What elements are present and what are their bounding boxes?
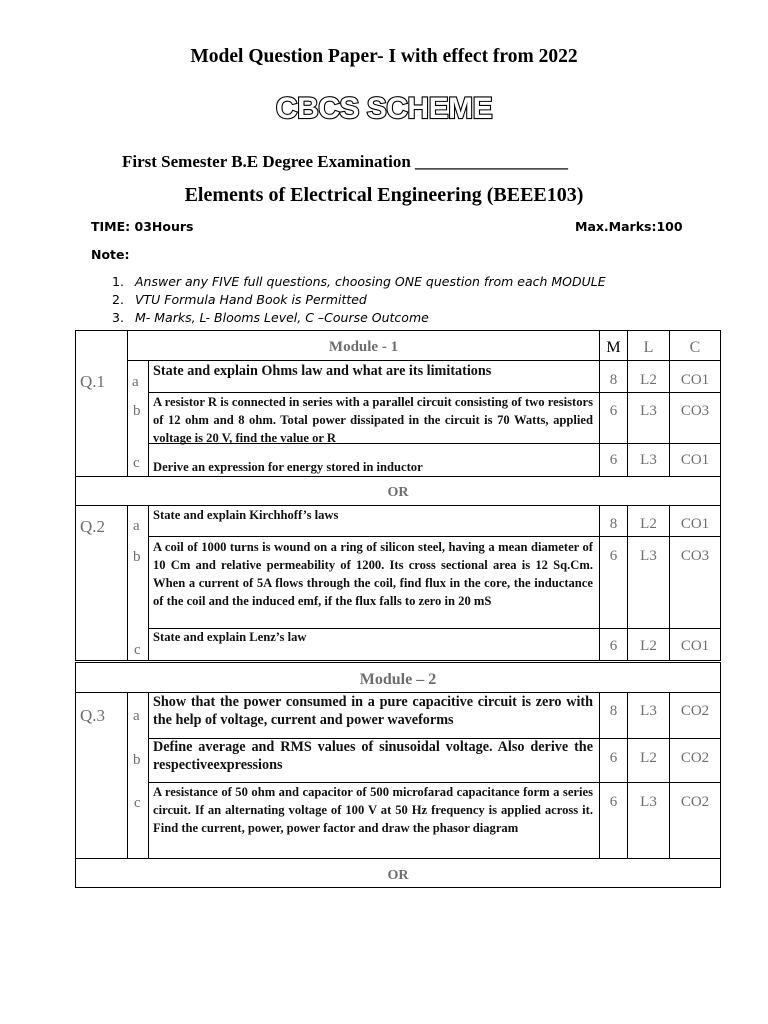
course-outcome: CO3 xyxy=(680,403,710,419)
exam-time: TIME: 03Hours xyxy=(91,219,194,234)
or-divider: OR xyxy=(387,868,409,883)
subquestion-label: a xyxy=(133,518,140,534)
blooms-level: L3 xyxy=(640,548,657,564)
subquestion-label: c xyxy=(134,795,141,811)
marks: 6 xyxy=(609,794,618,810)
marks: 8 xyxy=(609,372,618,388)
subquestion-label: c xyxy=(133,455,140,471)
marks: 8 xyxy=(609,703,618,719)
blooms-level: L2 xyxy=(640,516,657,532)
marks: 6 xyxy=(609,750,618,766)
subquestion-label: a xyxy=(133,708,140,724)
course-outcome: CO2 xyxy=(680,703,710,719)
marks: 6 xyxy=(609,452,618,468)
course-outcome: CO2 xyxy=(680,794,710,810)
subject-title: Elements of Electrical Engineering (BEEE103) xyxy=(184,184,584,206)
question-text: Derive an expression for energy stored in inductor xyxy=(153,460,423,474)
blooms-level: L3 xyxy=(640,794,657,810)
blooms-level: L2 xyxy=(640,372,657,388)
course-outcome: CO3 xyxy=(680,548,710,564)
question-text: A coil of 1000 turns is wound on a ring of silicon steel, having a mean diameter of 10 Cm and relative permeability of 1200. Its cross sectional area is 12 Sq.Cm. When a current of 5A flows through the coil, find flux in the core, the inductance of the coil and the induced emf, if the flux falls to zero in 20 mS xyxy=(153,540,593,608)
cbcs-scheme-logo xyxy=(0,86,768,130)
marks: 6 xyxy=(609,638,618,654)
question-text: A resistance of 50 ohm and capacitor of 500 microfarad capacitance form a series circuit. If an alternating voltage of 100 V at 50 Hz frequency is applied across it. Find the current, power, power factor and draw the phasor diagram xyxy=(153,785,593,835)
subquestion-label: c xyxy=(134,642,141,658)
col-header-co: C xyxy=(689,339,701,356)
or-divider: OR xyxy=(387,485,409,500)
subquestion-label: b xyxy=(133,752,141,768)
course-outcome: CO2 xyxy=(680,750,710,766)
col-header-marks: M xyxy=(606,339,621,356)
course-outcome: CO1 xyxy=(680,516,710,532)
blooms-level: L3 xyxy=(640,703,657,719)
subquestion-label: b xyxy=(133,549,141,565)
paper-title: Model Question Paper- I with effect from 2022 xyxy=(190,46,578,67)
max-marks: Max.Marks:100 xyxy=(575,219,683,234)
blooms-level: L3 xyxy=(640,403,657,419)
svg-text:CBCS SCHEME: CBCS SCHEME xyxy=(275,92,493,125)
note-item: 2. VTU Formula Hand Book is Permitted xyxy=(112,292,367,307)
module-1-heading: Module - 1 xyxy=(328,339,399,355)
question-text: State and explain Lenz’s law xyxy=(153,630,307,644)
course-outcome: CO1 xyxy=(680,638,710,654)
subquestion-label: b xyxy=(133,403,141,419)
blooms-level: L3 xyxy=(640,452,657,468)
note-item: 3. M- Marks, L- Blooms Level, C –Course Outcome xyxy=(112,310,429,325)
question-text: State and explain Ohms law and what are its limitations xyxy=(153,363,492,379)
question-number: Q.2 xyxy=(80,517,106,536)
col-header-level: L xyxy=(643,339,654,356)
subquestion-label: a xyxy=(132,374,139,390)
course-outcome: CO1 xyxy=(680,372,710,388)
question-number: Q.1 xyxy=(80,372,106,391)
question-text: A resistor R is connected in series with a parallel circuit consisting of two resistors of 12 ohm and 8 ohm. Total power dissipated in the circuit is 70 Watts, applied voltage is 20 V, find the value or R xyxy=(153,395,593,445)
exam-line: First Semester B.E Degree Examination __________________ xyxy=(122,152,569,171)
question-text: Define average and RMS values of sinusoidal voltage. Also derive the respectiveexpressions xyxy=(153,739,593,773)
note-label: Note: xyxy=(91,247,130,262)
question-number: Q.3 xyxy=(80,706,106,725)
marks: 6 xyxy=(609,403,618,419)
blooms-level: L2 xyxy=(640,638,657,654)
question-text: Show that the power consumed in a pure capacitive circuit is zero with the help of voltage, current and power waveforms xyxy=(153,694,593,728)
marks: 8 xyxy=(609,516,618,532)
question-text: State and explain Kirchhoff’s laws xyxy=(153,508,339,522)
module-2-heading: Module – 2 xyxy=(359,671,437,688)
blooms-level: L2 xyxy=(640,750,657,766)
course-outcome: CO1 xyxy=(680,452,710,468)
note-item: 1. Answer any FIVE full questions, choosing ONE question from each MODULE xyxy=(112,274,606,289)
marks: 6 xyxy=(609,548,618,564)
